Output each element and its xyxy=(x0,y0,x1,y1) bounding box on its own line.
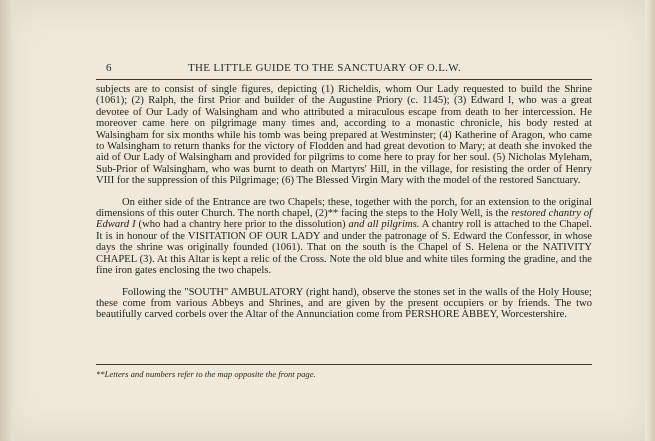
paragraph-text: Following the "SOUTH" AMBULATORY (right hand), observe the stones set in the walls of the Holy House; these come from various Abbeys and Shrines, and are given by the present occupiers or by friends. The two beautifully carved corbels over the Altar of the Annunciation come from PERSHORE ABBEY, Worcestershire. xyxy=(96,286,592,321)
paragraph-window-subjects xyxy=(96,84,592,187)
header-rule xyxy=(96,79,592,80)
page-number: 6 xyxy=(106,62,112,74)
italic-text: restored chantry of Edward I xyxy=(96,208,593,231)
page-gutter xyxy=(0,0,14,441)
footnote: **Letters and numbers refer to the map opposite the front page. xyxy=(96,369,316,379)
paragraph-text: (who had a chantry here prior to the dissolution) xyxy=(135,219,349,231)
paragraph-text: A chantry roll is attached to the Chapel. It is in honour of the VISITATION OF OUR LADY and under the patronage of S. Edward the Confessor, in whose days the shrine was originally founded (1061). That on the south is the Chapel of S. Helena or the NATIVITY CHAPEL (3). At this Altar is kept a relic of the Cross. Note the old blue and white tiles forming the gradine, and the fine iron gates enclosing the two chapels. xyxy=(96,219,592,277)
page-edge xyxy=(645,0,655,441)
running-title: THE LITTLE GUIDE TO THE SANCTUARY OF O.L.W. xyxy=(188,62,462,74)
paragraph-ambulatory xyxy=(96,287,592,321)
paragraph-text: On either side of the Entrance are two Chapels; these, together with the porch, for an extension to the original dimensions of this outer Church. The north chapel, (2)** facing the steps to the Holy Well, is the xyxy=(96,196,592,220)
footnote-rule xyxy=(96,364,592,365)
italic-text: and all pilgrims. xyxy=(348,219,420,231)
body-text xyxy=(96,84,592,331)
paragraph-text: subjects are to consist of single figures, depicting (1) Richeldis, whom Our Lady requested to build the Shrine (1061); (2) Ralph, the first Prior and builder of the Augustine Priory (c. 1145); (3) Edward I, who was a great devotee of Our Lady of Walsingham and who attributed a miraculous escape from death to her intercession. He moreover came here on pilgrimage many times and, according to a monastic chronicle, his body rested at Walsingham for six months while his tomb was being prepared at Westminster; (4) Katherine of Aragon, who came to Walsingham to return thanks for the victory of Flodden and had great devotion to Mary; at death she invoked the aid of Our Lady of Walsingham and provided for pilgrims to come here to pray for her soul. (5) Nicholas Myleham, Sub-Prior of Walsingham, who was burnt to death on Martyrs' Hill, in the village, for resisting the order of Henry VIII for the suppression of this Pilgrimage; (6) The Blessed Virgin Mary with the model of the restored Sanctuary. xyxy=(96,84,592,187)
paragraph-chapels xyxy=(96,197,592,277)
